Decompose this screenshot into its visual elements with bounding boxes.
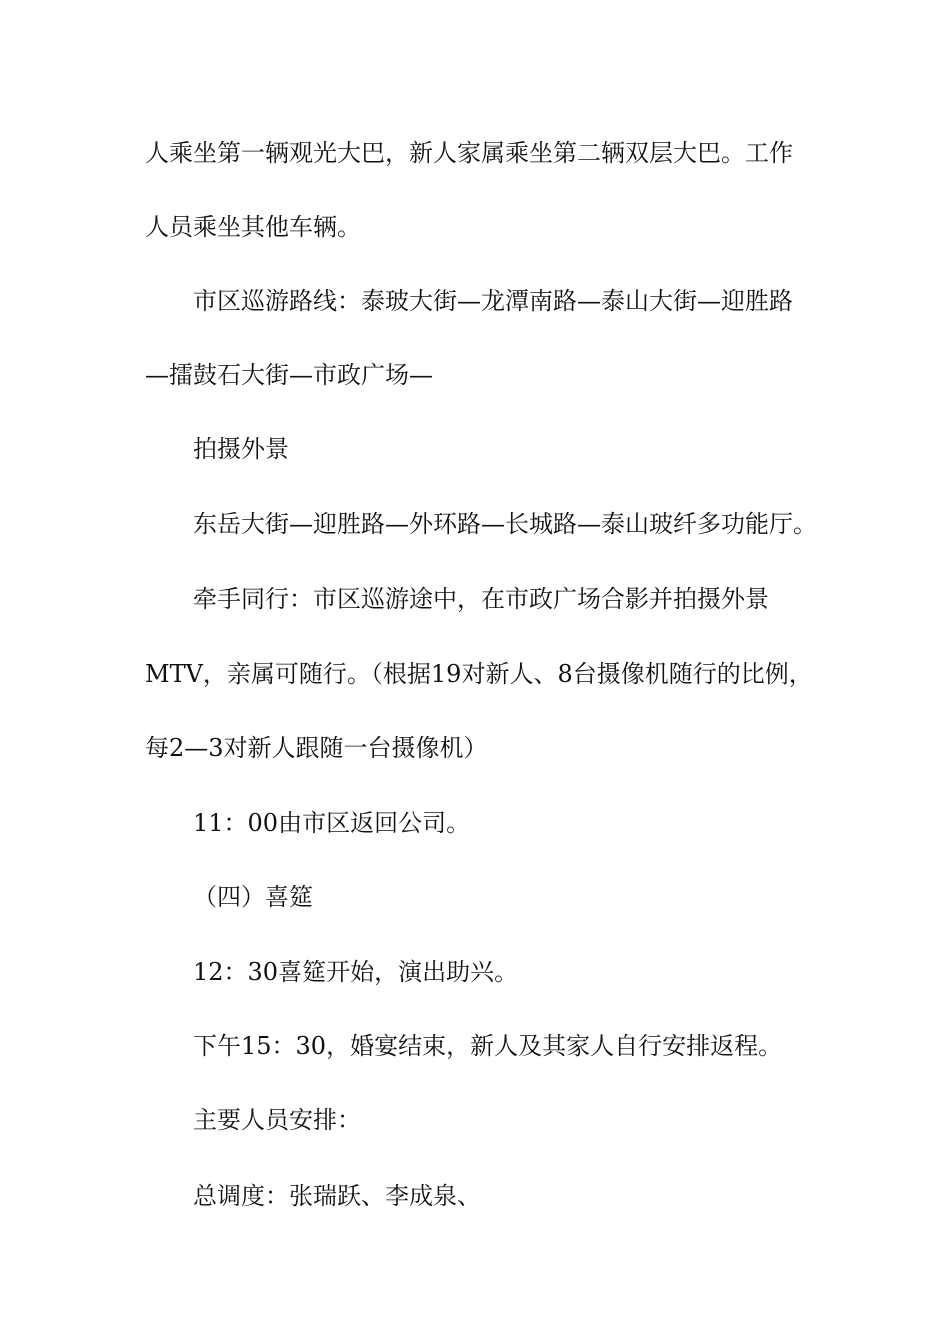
text-line: 市区巡游路线：泰玻大街—龙潭南路—泰山大街—迎胜路 [193,287,793,315]
text-line: 东岳大街—迎胜路—外环路—长城路—泰山玻纤多功能厅。 [193,510,817,538]
section-heading: （四）喜筵 [193,883,313,911]
text-line: 11：00由市区返回公司。 [193,809,471,837]
text-line: 人员乘坐其他车辆。 [145,213,361,241]
text-line: 12：30喜筵开始，演出助兴。 [193,958,519,986]
text-line: MTV，亲属可随行。（根据19对新人、8台摄像机随行的比例， [145,660,813,688]
text-line: 拍摄外景 [193,435,289,463]
text-line: 每2—3对新人跟随一台摄像机） [145,734,488,762]
text-line: 下午15：30，婚宴结束，新人及其家人自行安排返程。 [193,1032,783,1060]
text-line: 牵手同行：市区巡游途中，在市政广场合影并拍摄外景 [193,585,769,613]
text-line: 总调度：张瑞跃、李成泉、 [193,1182,481,1210]
text-line: 人乘坐第一辆观光大巴，新人家属乘坐第二辆双层大巴。工作 [145,139,793,167]
text-line: 主要人员安排： [193,1106,361,1134]
text-line: —擂鼓石大街—市政广场— [145,361,433,389]
